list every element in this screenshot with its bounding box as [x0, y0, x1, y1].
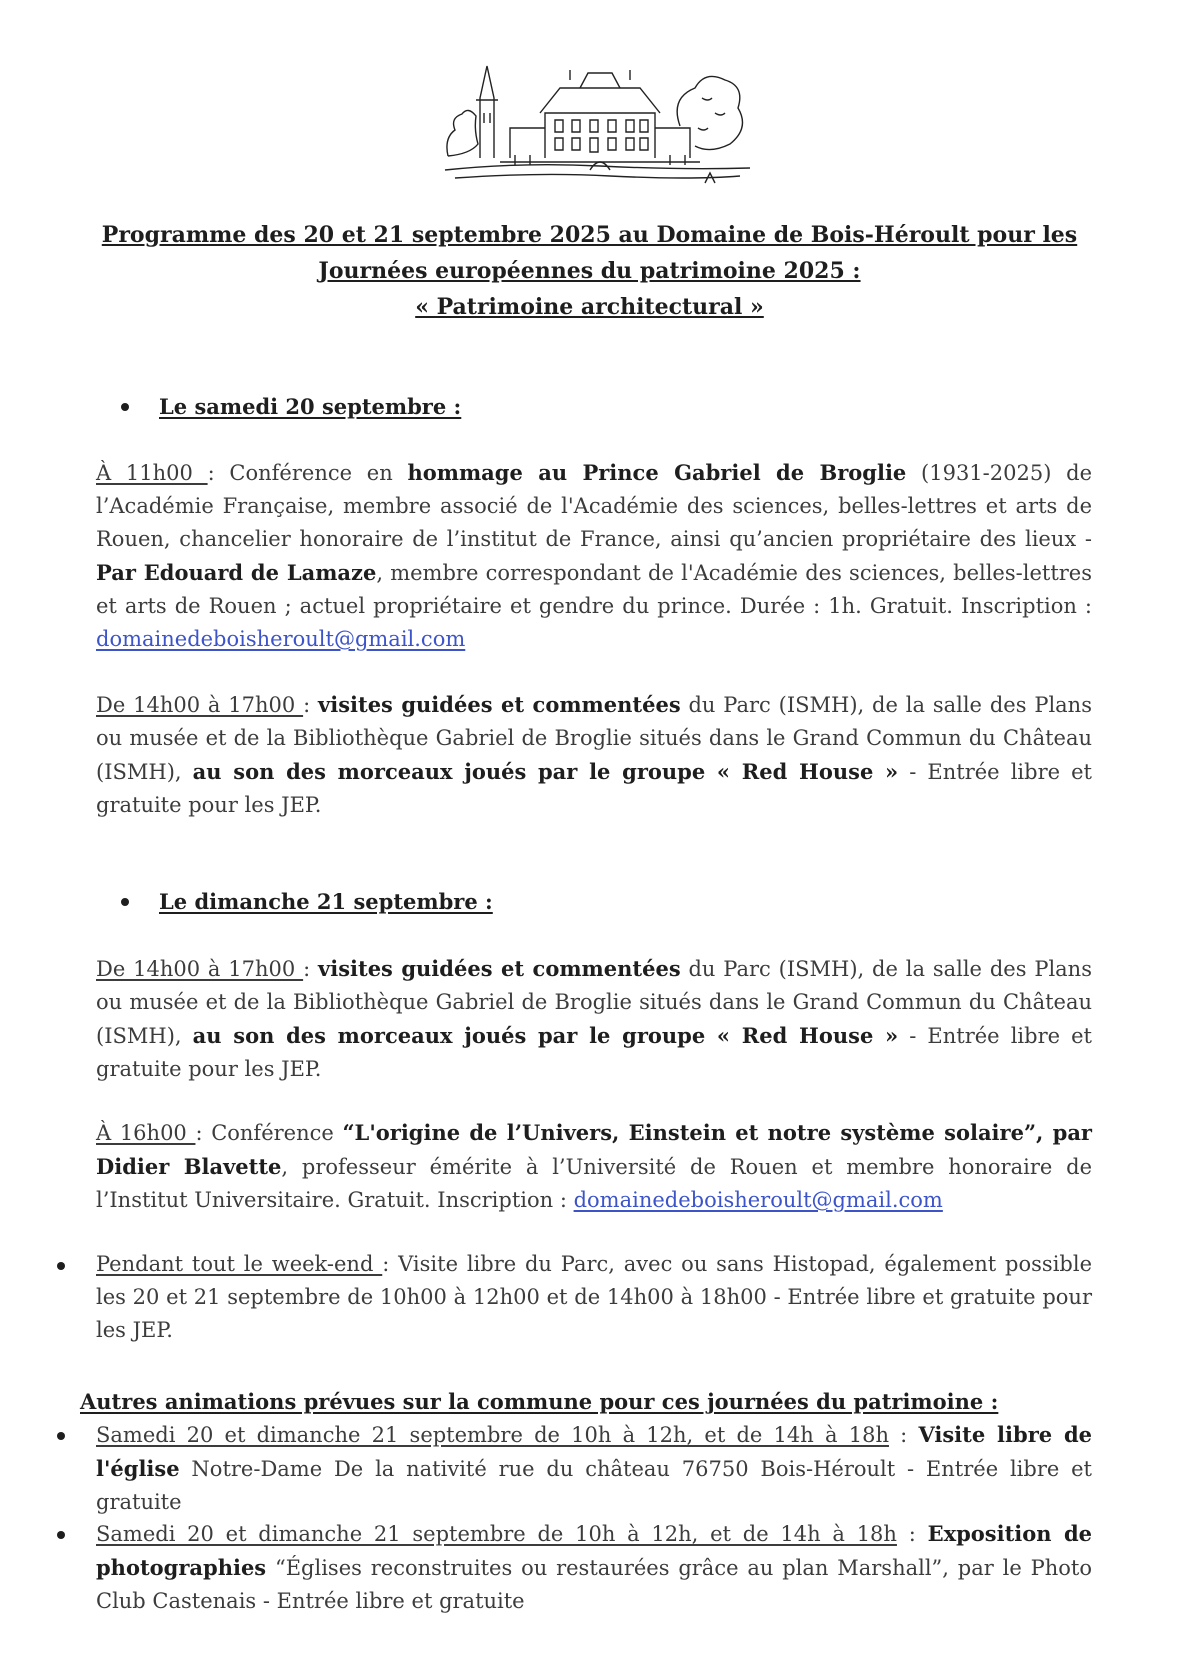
sunday-heading [121, 885, 493, 918]
sunday-heading-text: Le dimanche 21 septembre : [159, 889, 493, 914]
weekend-paragraph: Pendant tout le week-end : Visite libre du Parc, avec ou sans Histopad, également possible les 20 et 21 septembre de 10h00 à 12h00 et de 14h00 à 18h00 - Entrée libre et gratuite pour les JEP. [96, 1252, 1092, 1342]
saturday-heading [121, 390, 461, 423]
sunday-conf-time: À 16h00 [96, 1121, 196, 1145]
bullet-icon [57, 1432, 65, 1440]
church-visit-paragraph: Samedi 20 et dimanche 21 septembre de 10h à 12h, et de 14h à 18h : Visite libre de l'église Notre-Dame De la nativité rue du château 76750 Bois-Héroult - Entrée libre et gratuite [96, 1422, 1092, 1514]
saturday-heading-text: Le samedi 20 septembre : [159, 394, 462, 419]
sunday-conference-paragraph: À 16h00 : Conférence “L'origine de l’Univers, Einstein et notre système solaire”, par Didier Blavette, professeur émérite à l’Université de Rouen et membre honoraire de l’Institut Universitaire. Gratuit. Inscription : domainedeboisheroult@gmail.com [96, 1120, 1092, 1212]
bullet-icon [57, 1262, 65, 1270]
photo-exhibition-time: Samedi 20 et dimanche 21 septembre de 10h à 12h, et de 14h à 18h [96, 1522, 897, 1546]
saturday-visit-paragraph: De 14h00 à 17h00 : visites guidées et commentées du Parc (ISMH), de la salle des Plans ou musée et de la Bibliothèque Gabriel de Broglie situés dans le Grand Commun du Château (ISMH), au son des morceaux joués par le groupe « Red House » - Entrée libre et gratuite pour les JEP. [96, 692, 1092, 817]
sunday-visit-paragraph: De 14h00 à 17h00 : visites guidées et commentées du Parc (ISMH), de la salle des Plans ou musée et de la Bibliothèque Gabriel de Broglie situés dans le Grand Commun du Château (ISMH), au son des morceaux joués par le groupe « Red House » - Entrée libre et gratuite pour les JEP. [96, 956, 1092, 1081]
title-line-2: Journées européennes du patrimoine 2025 : [318, 258, 861, 284]
saturday-conference-paragraph: À 11h00 : Conférence en hommage au Prince Gabriel de Broglie (1931-2025) de l’Académie Française, membre associé de l'Académie des sciences, belles-lettres et arts de Rouen, chancelier honoraire de l’institut de France, ainsi qu’ancien propriétaire des lieux - Par Edouard de Lamaze, membre correspondant de l'Académie des sciences, belles-lettres et arts de Rouen ; actuel propriétaire et gendre du prince. Durée : 1h. Gratuit. Inscription : domainedeboisheroult@gmail.com [96, 460, 1093, 651]
bullet-icon [121, 898, 129, 906]
page-title [60, 217, 1119, 325]
title-line-3: « Patrimoine architectural » [415, 294, 764, 320]
saturday-visit-time: De 14h00 à 17h00 [96, 693, 304, 717]
bullet-icon [121, 403, 129, 411]
sunday-visit-time: De 14h00 à 17h00 [96, 957, 304, 981]
other-events-heading: Autres animations prévues sur la commune pour ces journées du patrimoine : [80, 1389, 999, 1414]
photo-exhibition-paragraph: Samedi 20 et dimanche 21 septembre de 10h à 12h, et de 14h à 18h : Exposition de photographies “Églises reconstruites ou restaurées grâce au plan Marshall”, par le Photo Club Castenais - Entrée libre et gratuite [96, 1521, 1092, 1613]
chateau-engraving-logo [440, 58, 755, 198]
bullet-icon [57, 1531, 65, 1539]
sunday-email-link[interactable]: domainedeboisheroult@gmail.com [573, 1188, 943, 1212]
saturday-email-link[interactable]: domainedeboisheroult@gmail.com [96, 627, 466, 651]
saturday-conf-time: À 11h00 [96, 461, 208, 485]
church-visit-time: Samedi 20 et dimanche 21 septembre de 10h à 12h, et de 14h à 18h [96, 1423, 889, 1447]
title-line-1: Programme des 20 et 21 septembre 2025 au Domaine de Bois-Héroult pour les [101, 222, 1078, 248]
weekend-time: Pendant tout le week-end [96, 1252, 383, 1276]
